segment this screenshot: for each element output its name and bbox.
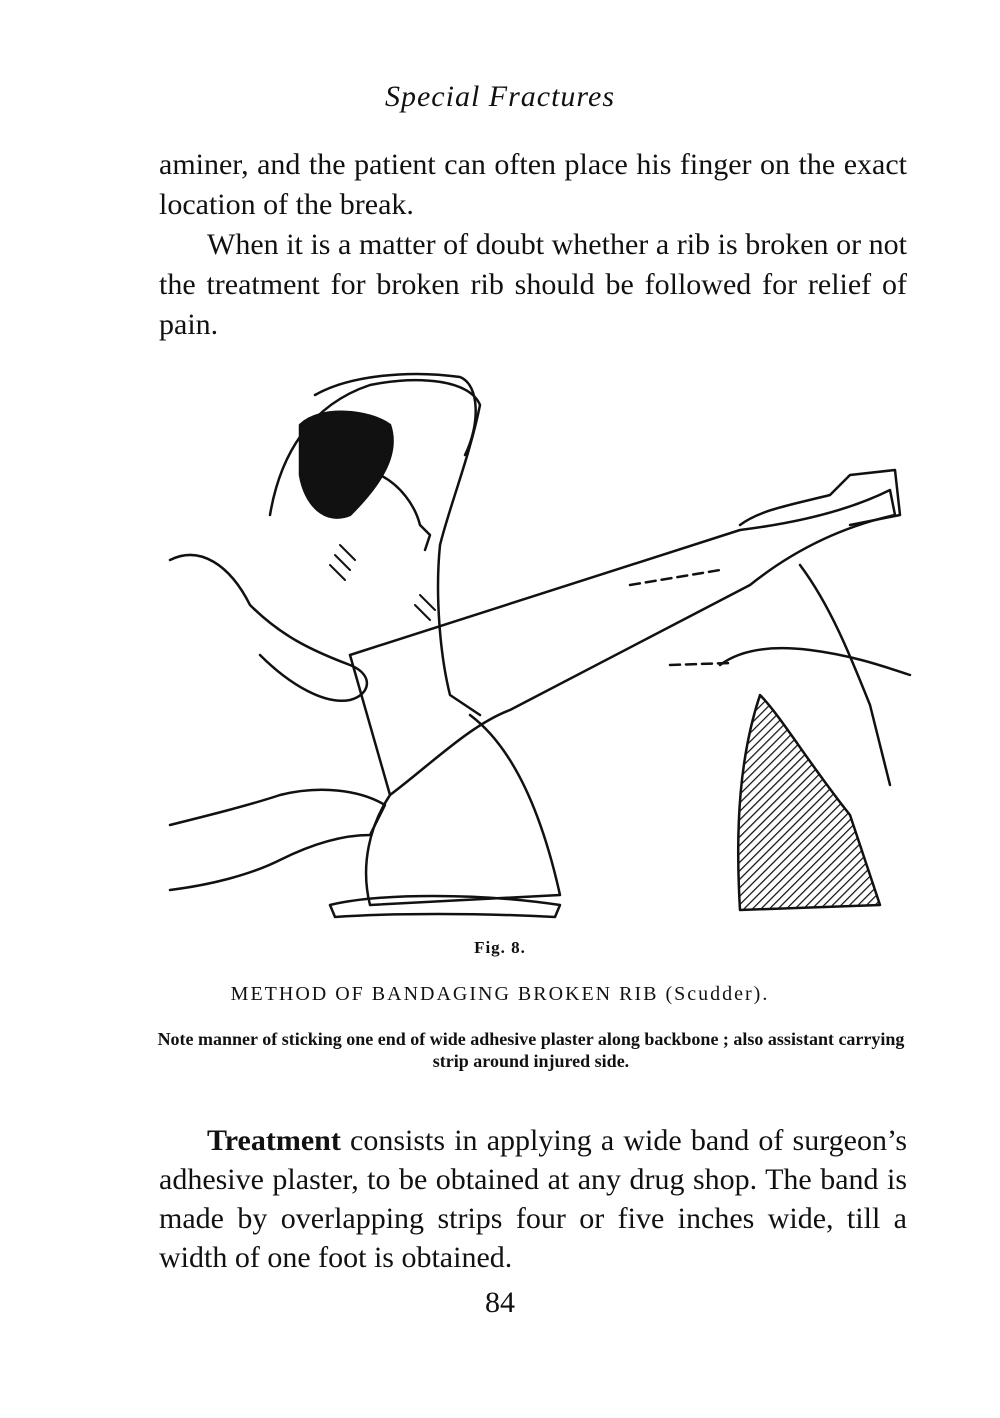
paragraph-2: When it is a matter of doubt whether a rib is broken or not the treatment for broken rib should be followed for relief of pain. — [159, 228, 907, 341]
assistant-coat — [738, 695, 880, 910]
running-head: Special Fractures — [384, 80, 615, 113]
patient-face — [380, 475, 430, 550]
page-number: 84 — [485, 1286, 515, 1319]
figure-label: Fig. 8. — [474, 938, 526, 957]
figure-title: METHOD OF BANDAGING BROKEN RIB (Scudder). — [230, 983, 770, 1005]
paragraph-3-text: consists in applying a wide band of surgeon’s adhesive plaster, to be obtained at any drug shop. The band is made by overlapping strips four or five inches wide, till a width of one foot is obtained. — [159, 1124, 907, 1274]
assistant-hand-lower — [720, 648, 910, 675]
patient-hair — [300, 412, 393, 518]
assistant-body — [800, 565, 890, 785]
paragraph-1: aminer, and the patient can often place his finger on the exact location of the break. — [159, 148, 907, 221]
figure-note: Note manner of sticking one end of wide adhesive plaster along backbone ; also assistant carrying strip around injured side. — [157, 1029, 905, 1071]
band-dash-1 — [630, 570, 720, 585]
patient-skirt — [366, 715, 560, 905]
patient-feet — [330, 896, 560, 917]
surgeon-arm-lower — [170, 790, 385, 890]
surgeon-arm-upper — [170, 555, 367, 701]
treatment-lead: Treatment — [207, 1124, 341, 1157]
adhesive-band — [350, 490, 895, 795]
torso-shading — [330, 545, 435, 620]
figure-illustration — [150, 365, 920, 930]
paragraph-3 — [159, 1121, 907, 1277]
